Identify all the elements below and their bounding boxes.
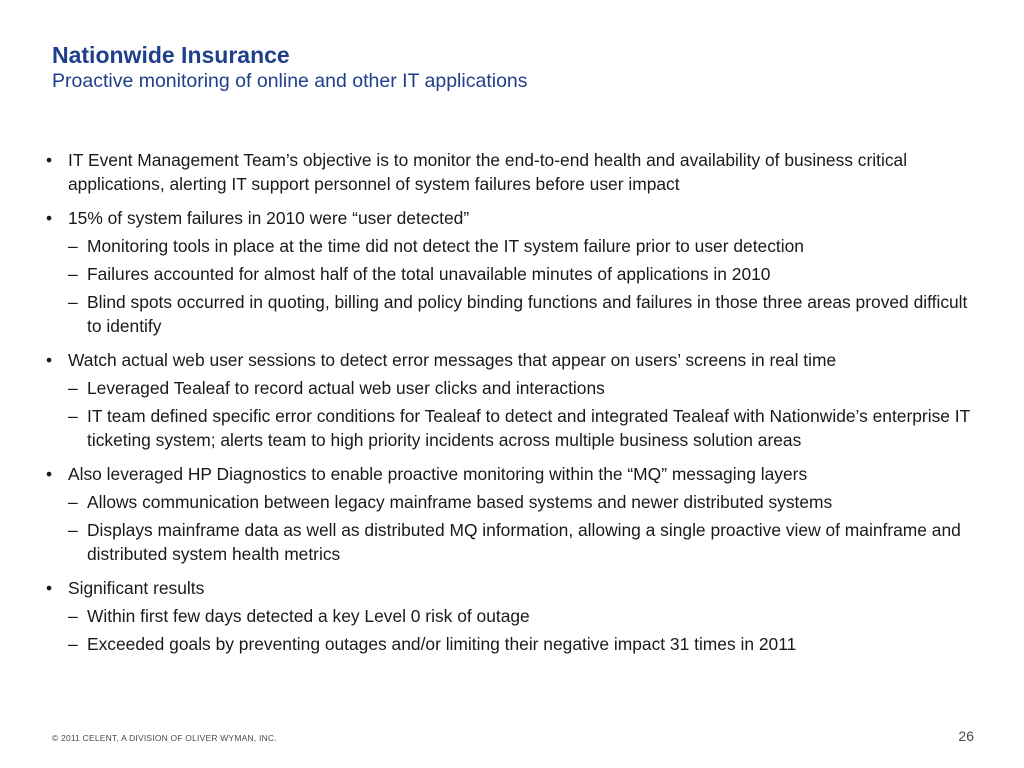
sub-bullet-item [46,632,986,656]
sub-bullet-marker: – [68,406,78,426]
sub-bullet-marker: – [68,378,78,398]
sub-bullet-text: Failures accounted for almost half of the total unavailable minutes of applications in 2010 [87,264,771,284]
page-number: 26 [958,728,974,744]
sub-bullet-text: Allows communication between legacy mainframe based systems and newer distributed systems [87,492,833,512]
sub-bullet-item [46,376,986,400]
bullet-item [46,348,986,372]
sub-bullet-text: Exceeded goals by preventing outages and/or limiting their negative impact 31 times in 2011 [87,634,797,654]
bullet-item [46,206,986,230]
slide-title: Nationwide Insurance [52,42,290,68]
sub-bullet-item [46,404,986,452]
sub-bullet-item [46,262,986,286]
bullet-marker: • [46,578,53,598]
sub-bullet-marker: – [68,236,78,256]
bullet-item [46,576,986,600]
sub-bullet-text: IT team defined specific error conditions for Tealeaf to detect and integrated Tealeaf with Nationwide’s enterprise IT ticketing system; alerts team to high priority incidents across multiple business solution areas [87,406,970,450]
sub-bullet-text: Blind spots occurred in quoting, billing and policy binding functions and failures in those three areas proved difficult to identify [87,292,968,336]
sub-bullet-marker: – [68,492,78,512]
sub-bullet-marker: – [68,634,78,654]
bullet-marker: • [46,464,53,484]
sub-bullet-marker: – [68,292,78,312]
bullet-list [46,148,986,656]
sub-bullet-marker: – [68,264,78,284]
sub-bullet-text: Monitoring tools in place at the time did not detect the IT system failure prior to user detection [87,236,804,256]
sub-bullet-item [46,234,986,258]
sub-bullet-text: Displays mainframe data as well as distributed MQ information, allowing a single proactive view of mainframe and distributed system health metrics [87,520,961,564]
sub-bullet-item [46,518,986,566]
sub-bullet-marker: – [68,606,78,626]
bullet-marker: • [46,208,53,228]
bullet-text: 15% of system failures in 2010 were “user detected” [68,208,470,228]
bullet-text: Watch actual web user sessions to detect error messages that appear on users’ screens in real time [68,350,837,370]
sub-bullet-text: Within first few days detected a key Level 0 risk of outage [87,606,530,626]
slide-subtitle: Proactive monitoring of online and other IT applications [52,70,528,92]
bullet-text: IT Event Management Team’s objective is to monitor the end-to-end health and availability of business critical applications, alerting IT support personnel of system failures before user impact [68,150,908,194]
sub-bullet-item [46,604,986,628]
bullet-text: Also leveraged HP Diagnostics to enable proactive monitoring within the “MQ” messaging layers [68,464,808,484]
bullet-text: Significant results [68,578,205,598]
sub-bullet-item [46,290,986,338]
bullet-item [46,148,986,196]
sub-bullet-text: Leveraged Tealeaf to record actual web user clicks and interactions [87,378,605,398]
copyright-footer: © 2011 CELENT, A DIVISION OF OLIVER WYMAN, INC. [52,733,277,743]
bullet-item [46,462,986,486]
bullet-marker: • [46,150,53,170]
sub-bullet-item [46,490,986,514]
sub-bullet-marker: – [68,520,78,540]
bullet-marker: • [46,350,53,370]
